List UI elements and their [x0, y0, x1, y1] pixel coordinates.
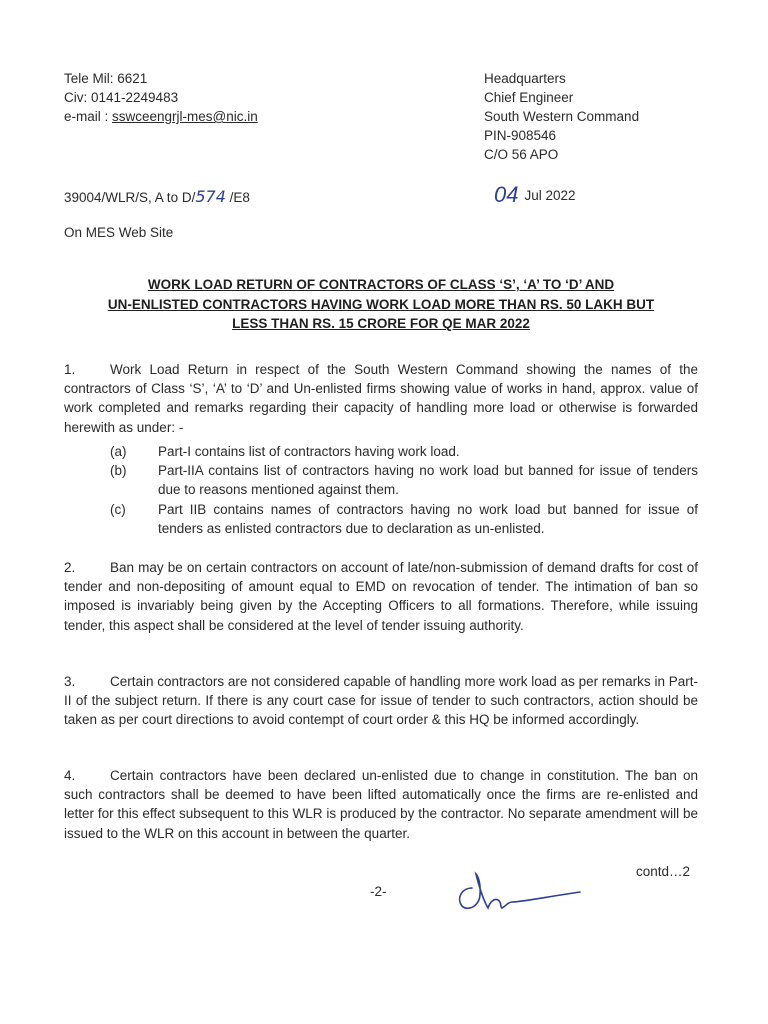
- paragraph-3: [64, 672, 698, 730]
- sub-item: [110, 461, 698, 499]
- paragraph-number: 2.: [64, 560, 76, 575]
- paragraph-text: Certain contractors have been declared un-enlisted due to change in constitution. The ban on such contractors shall be deemed to have been lifted automatically once the firms are re-enlisted and letter for this effect subsequent to this WLR is produced by the contractor. No separate amendment will be issued to the WLR on this account in between the quarter.: [64, 768, 698, 841]
- handwritten-letter-number: 574: [195, 187, 226, 206]
- signature-stroke: [460, 874, 580, 908]
- letter-date: [494, 182, 576, 208]
- sub-item-text: Part-I contains list of contractors having work load.: [158, 444, 460, 459]
- date-month-year: Jul 2022: [524, 188, 576, 203]
- reference-number: [64, 187, 250, 206]
- address-line: C/O 56 APO: [484, 147, 559, 162]
- sub-item-label: (b): [110, 463, 127, 479]
- paragraph-text: Certain contractors are not considered capable of handling more work load as per remarks in Part-II of the subject return. If there is any court case for issue of tender to such contractors, action should be taken as per court directions to avoid contempt of court order & this HQ be informed accordingly.: [64, 674, 698, 728]
- page-number: -2-: [370, 884, 387, 899]
- email-label: e-mail :: [64, 109, 113, 124]
- subject-line: LESS THAN RS. 15 CRORE FOR QE MAR 2022: [232, 316, 530, 331]
- address-line: Chief Engineer: [484, 90, 574, 105]
- reference-suffix: /E8: [225, 190, 250, 205]
- reference-prefix: 39004/WLR/S, A to D/: [64, 190, 196, 205]
- address-line: PIN-908546: [484, 128, 557, 143]
- sub-item-text: Part IIB contains names of contractors having no work load but banned for issue of tenders as enlisted contractors due to declaration as un-enlisted.: [158, 501, 698, 536]
- address-line: Headquarters: [484, 71, 566, 86]
- tele-line: Tele Mil: 6621: [64, 71, 148, 86]
- paragraph-2: [64, 558, 698, 635]
- sub-item-label: (a): [110, 444, 127, 459]
- continuation-note: contd…2: [636, 864, 691, 879]
- email-line: [64, 107, 258, 126]
- paragraph-number: 1.: [64, 362, 76, 377]
- paragraph-text: Work Load Return in respect of the South Western Command showing the names of the contractors of Class ‘S’, ‘A’ to ‘D’ and Un-enlisted firms showing value of works in hand, approx. value of work completed and remarks regarding their capacity of handling more load or otherwise is forwarded herewith as under: -: [64, 362, 698, 435]
- email-link[interactable]: sswceengrjl-mes@nic.in: [112, 109, 258, 124]
- subject-line: WORK LOAD RETURN OF CONTRACTORS OF CLASS ‘S’, ‘A’ TO ‘D’ AND: [147, 277, 615, 292]
- sub-item: [110, 500, 698, 538]
- subject-line: UN-ENLISTED CONTRACTORS HAVING WORK LOAD MORE THAN RS. 50 LAKH BUT: [107, 296, 655, 312]
- sub-item-label: (c): [110, 501, 126, 517]
- distribution-line: On MES Web Site: [64, 225, 174, 240]
- address-line: South Western Command: [484, 109, 640, 124]
- signature-image: [450, 858, 590, 918]
- sub-item: [110, 442, 698, 461]
- subject-heading: [64, 275, 698, 334]
- paragraph-4: [64, 766, 698, 843]
- paragraph-number: 3.: [64, 674, 76, 689]
- paragraph-text: Ban may be on certain contractors on account of late/non-submission of demand drafts for cost of tender and non-depositing of amount equal to EMD on revocation of tender. The intimation of ban so imposed is invariably being given by the Accepting Officers to all formations. Therefore, while issuing tender, this aspect shall be considered at the level of tender issuing authority.: [64, 560, 698, 633]
- civ-line: Civ: 0141-2249483: [64, 90, 179, 105]
- paragraph-1: [64, 360, 698, 437]
- sub-item-list: [110, 442, 698, 538]
- handwritten-day: 04: [494, 182, 519, 207]
- paragraph-number: 4.: [64, 768, 76, 783]
- contact-block: [64, 69, 258, 126]
- address-block: [484, 69, 639, 164]
- sub-item-text: Part-IIA contains list of contractors having no work load but banned for issue of tenders due to reasons mentioned against them.: [158, 463, 698, 498]
